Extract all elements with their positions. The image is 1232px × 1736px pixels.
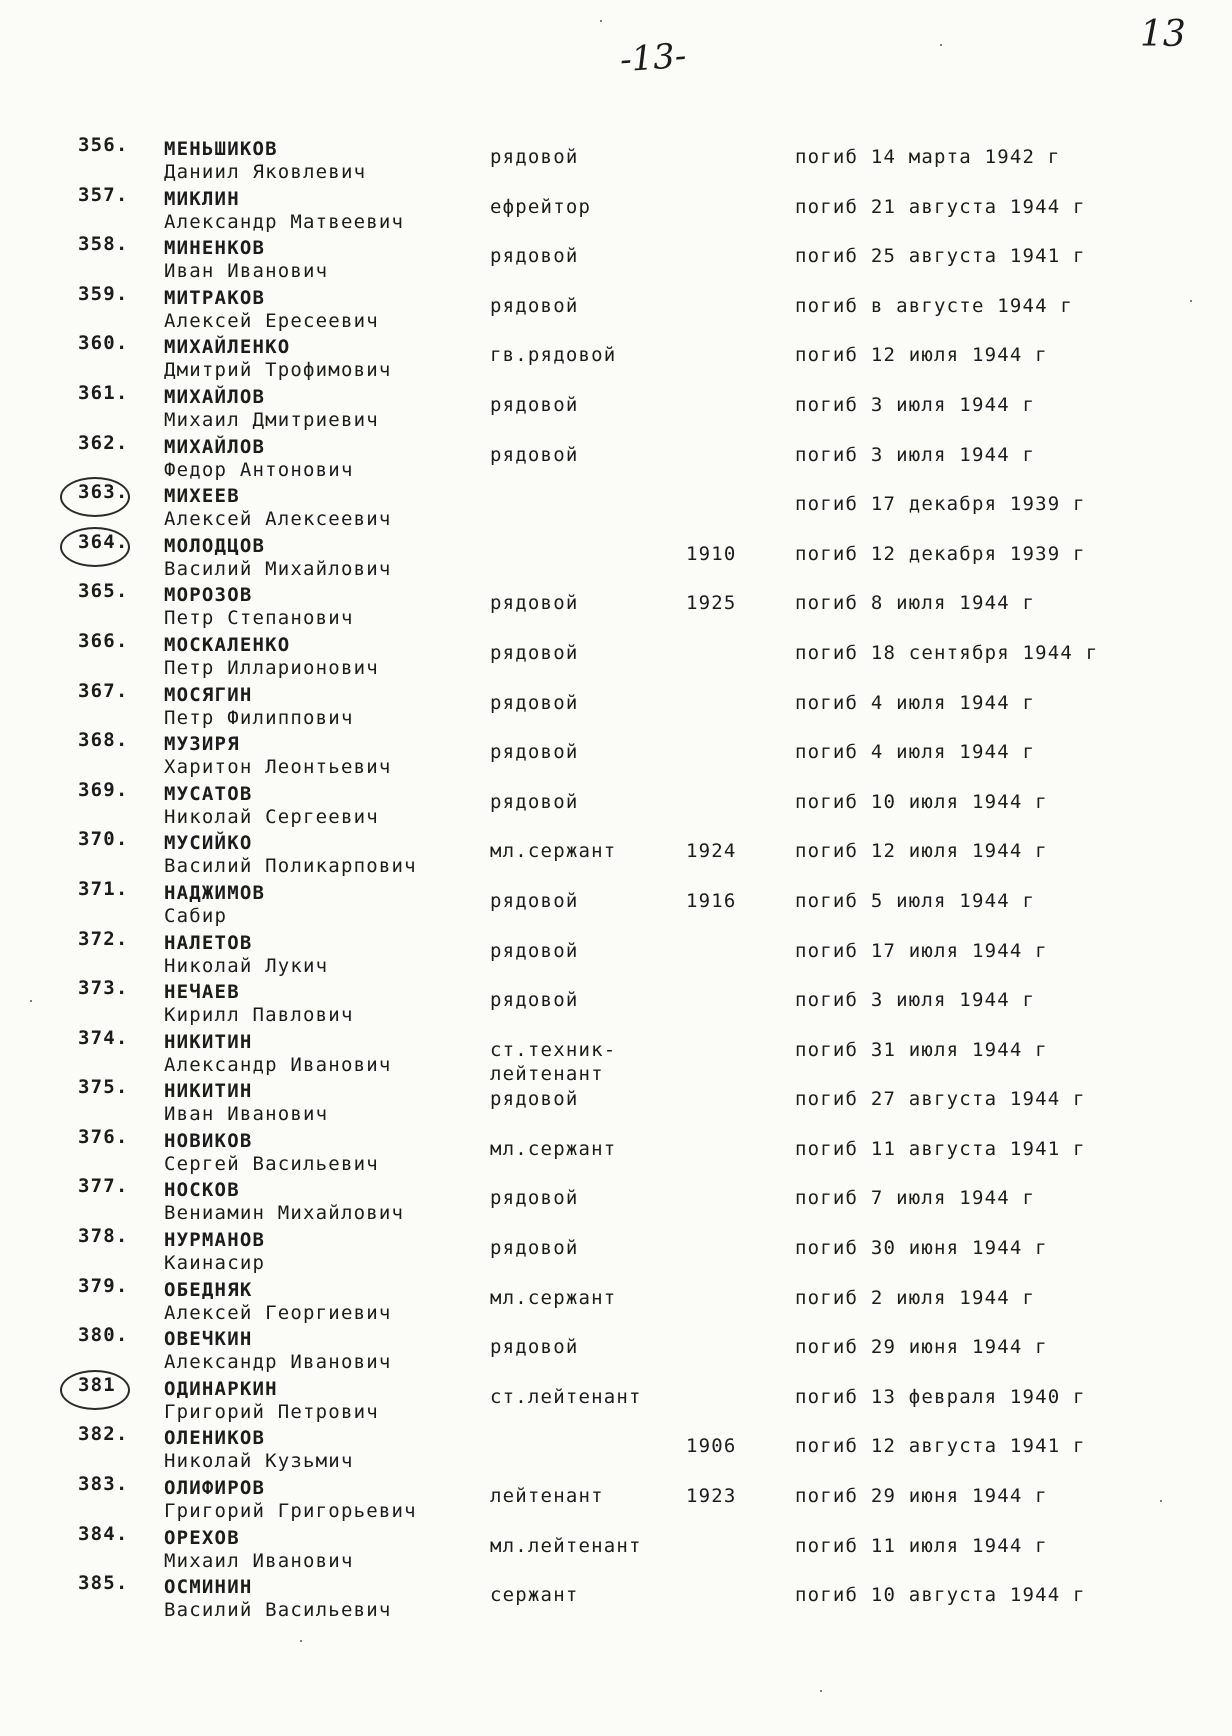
birth-year: 1910 xyxy=(686,542,737,565)
fate-date: погиб 3 июля 1944 г xyxy=(795,393,1036,416)
given-name: Дмитрий Трофимович xyxy=(164,359,392,382)
rank: лейтенант xyxy=(490,1485,604,1508)
rank: рядовой xyxy=(490,1088,579,1111)
fate-date: погиб 29 июня 1944 г xyxy=(795,1336,1048,1359)
surname: ОДИНАРКИН xyxy=(164,1377,278,1400)
given-name: Михаил Иванович xyxy=(164,1549,354,1572)
surname: МИХАЙЛОВ xyxy=(164,435,266,458)
list-item xyxy=(0,1423,1232,1473)
surname: НОСКОВ xyxy=(164,1179,240,1202)
surname: ОВЕЧКИН xyxy=(164,1328,253,1351)
surname: ОЛИФИРОВ xyxy=(164,1477,266,1500)
rank: мл.сержант xyxy=(490,1137,617,1160)
rank: ст.техник- xyxy=(490,1038,617,1061)
entry-number: 357. xyxy=(78,183,129,206)
given-name: Алексей Георгиевич xyxy=(164,1301,392,1324)
entry-number: 360. xyxy=(78,332,129,355)
list-item xyxy=(0,1026,1232,1085)
list-item xyxy=(0,1225,1232,1275)
scan-speck xyxy=(1160,1500,1162,1502)
surname: МИХЕЕВ xyxy=(164,485,240,508)
rank: рядовой xyxy=(490,245,579,268)
given-name: Петр Илларионович xyxy=(164,656,379,679)
list-item xyxy=(0,1175,1232,1225)
fate-date: погиб 30 июня 1944 г xyxy=(795,1237,1048,1260)
rank: рядовой xyxy=(490,146,579,168)
fate-date: погиб 3 июля 1944 г xyxy=(795,443,1036,466)
scan-speck xyxy=(820,1690,822,1692)
handwritten-circle xyxy=(60,527,130,567)
surname: НУРМАНОВ xyxy=(164,1229,266,1252)
given-name: Федор Антонович xyxy=(164,458,354,481)
list-item xyxy=(0,878,1232,928)
given-name: Василий Поликарпович xyxy=(164,855,417,878)
fate-date: погиб 3 июля 1944 г xyxy=(795,989,1036,1012)
rank: сержант xyxy=(490,1584,579,1607)
rank: рядовой xyxy=(490,1336,579,1359)
given-name: Алексей Алексеевич xyxy=(164,508,392,531)
list-item xyxy=(0,1572,1232,1622)
scan-speck xyxy=(600,20,602,22)
list-item xyxy=(0,680,1232,730)
fate-date: погиб 2 июля 1944 г xyxy=(795,1286,1036,1309)
entry-number: 362. xyxy=(78,431,129,454)
surname: НЕЧАЕВ xyxy=(164,981,240,1004)
fate-date: погиб 7 июля 1944 г xyxy=(795,1187,1036,1210)
given-name: Алексей Ересеевич xyxy=(164,309,379,332)
rank: ефрейтор xyxy=(490,195,592,218)
surname: МИТРАКОВ xyxy=(164,286,266,309)
surname: ОЛЕНИКОВ xyxy=(164,1427,266,1450)
handwritten-page-number: 13 xyxy=(1140,14,1186,55)
entry-number: 371. xyxy=(78,877,129,900)
list-item xyxy=(0,779,1232,829)
surname: МИНЕНКОВ xyxy=(164,237,266,260)
entry-number: 385. xyxy=(78,1572,129,1595)
surname: МИХАЙЛЕНКО xyxy=(164,336,291,359)
rank-continued: лейтенант xyxy=(490,1062,604,1085)
rank: ст.лейтенант xyxy=(490,1385,642,1408)
page-number: -13- xyxy=(618,35,688,81)
list-item xyxy=(0,332,1232,382)
list-item xyxy=(0,1374,1232,1424)
rank: рядовой xyxy=(490,294,579,317)
given-name: Михаил Дмитриевич xyxy=(164,408,379,431)
entry-number: 368. xyxy=(78,729,129,752)
scan-speck xyxy=(300,1640,302,1642)
fate-date: погиб 29 июня 1944 г xyxy=(795,1485,1048,1508)
handwritten-circle xyxy=(60,477,130,517)
fate-date: погиб 12 июля 1944 г xyxy=(795,344,1048,367)
list-item xyxy=(0,1523,1232,1573)
given-name: Петр Степанович xyxy=(164,607,354,630)
entry-number: 377. xyxy=(78,1175,129,1198)
rank: мл.сержант xyxy=(490,1286,617,1309)
surname: ОБЕДНЯК xyxy=(164,1278,253,1301)
fate-date: погиб 11 августа 1941 г xyxy=(795,1137,1086,1160)
given-name: Сабир xyxy=(164,904,228,927)
entry-number: 379. xyxy=(78,1274,129,1297)
given-name: Сергей Васильевич xyxy=(164,1152,379,1175)
entry-number: 372. xyxy=(78,927,129,950)
birth-year: 1916 xyxy=(686,889,737,912)
surname: МОЛОДЦОВ xyxy=(164,534,266,557)
list-item xyxy=(0,928,1232,978)
surname: МУСАТОВ xyxy=(164,782,253,805)
given-name: Александр Иванович xyxy=(164,1351,392,1374)
list-item xyxy=(0,1275,1232,1325)
given-name: Николай Лукич xyxy=(164,954,329,977)
entry-number: 358. xyxy=(78,233,129,256)
given-name: Даниил Яковлевич xyxy=(164,161,367,183)
list-item xyxy=(0,283,1232,333)
surname: МОСЯГИН xyxy=(164,683,253,706)
surname: НАЛЕТОВ xyxy=(164,931,253,954)
rank: мл.сержант xyxy=(490,840,617,863)
given-name: Николай Кузьмич xyxy=(164,1450,354,1473)
fate-date: погиб 12 июля 1944 г xyxy=(795,840,1048,863)
list-item xyxy=(0,481,1232,531)
entry-number: 375. xyxy=(78,1076,129,1099)
handwritten-circle xyxy=(60,1370,130,1410)
surname: ОСМИНИН xyxy=(164,1576,253,1599)
fate-date: погиб 17 июля 1944 г xyxy=(795,939,1048,962)
entry-number: 361. xyxy=(78,381,129,404)
given-name: Вениамин Михайлович xyxy=(164,1202,405,1225)
rank: рядовой xyxy=(490,592,579,615)
given-name: Александр Иванович xyxy=(164,1053,392,1076)
rank: рядовой xyxy=(490,889,579,912)
fate-date: погиб 17 декабря 1939 г xyxy=(795,493,1086,516)
given-name: Иван Иванович xyxy=(164,260,329,283)
records-list xyxy=(0,134,1232,1622)
surname: НОВИКОВ xyxy=(164,1129,253,1152)
entry-number: 365. xyxy=(78,580,129,603)
fate-date: погиб 25 августа 1941 г xyxy=(795,245,1086,268)
list-item xyxy=(0,432,1232,482)
given-name: Василий Михайлович xyxy=(164,557,392,580)
list-item xyxy=(0,1126,1232,1176)
given-name: Харитон Леонтьевич xyxy=(164,756,392,779)
list-item xyxy=(0,1473,1232,1523)
rank: рядовой xyxy=(490,641,579,664)
rank: рядовой xyxy=(490,741,579,764)
rank: рядовой xyxy=(490,1187,579,1210)
rank: рядовой xyxy=(490,939,579,962)
surname: МИХАЙЛОВ xyxy=(164,385,266,408)
birth-year: 1923 xyxy=(686,1485,737,1508)
given-name: Николай Сергеевич xyxy=(164,805,379,828)
birth-year: 1924 xyxy=(686,840,737,863)
entry-number: 381 xyxy=(78,1373,116,1396)
fate-date: погиб 21 августа 1944 г xyxy=(795,195,1086,218)
entry-number: 376. xyxy=(78,1125,129,1148)
fate-date: погиб 12 августа 1941 г xyxy=(795,1435,1086,1458)
surname: МОСКАЛЕНКО xyxy=(164,633,291,656)
given-name: Каинасир xyxy=(164,1252,266,1275)
entry-number: 384. xyxy=(78,1522,129,1545)
entry-number: 369. xyxy=(78,778,129,801)
list-item xyxy=(0,1076,1232,1126)
entry-number: 363. xyxy=(78,481,129,504)
scan-speck xyxy=(1190,300,1192,302)
rank: рядовой xyxy=(490,393,579,416)
fate-date: погиб 4 июля 1944 г xyxy=(795,691,1036,714)
given-name: Петр Филиппович xyxy=(164,706,354,729)
entry-number: 382. xyxy=(78,1423,129,1446)
entry-number: 373. xyxy=(78,977,129,1000)
fate-date: погиб 11 июля 1944 г xyxy=(795,1534,1048,1557)
given-name: Григорий Петрович xyxy=(164,1400,379,1423)
surname: МЕНЬШИКОВ xyxy=(164,138,278,160)
birth-year: 1906 xyxy=(686,1435,737,1458)
list-item xyxy=(0,382,1232,432)
rank: рядовой xyxy=(490,790,579,813)
surname: НАДЖИМОВ xyxy=(164,881,266,904)
entry-number: 383. xyxy=(78,1473,129,1496)
entry-number: 370. xyxy=(78,828,129,851)
fate-date: погиб в августе 1944 г xyxy=(795,294,1074,317)
rank: мл.лейтенант xyxy=(490,1534,642,1557)
fate-date: погиб 12 декабря 1939 г xyxy=(795,542,1086,565)
fate-date: погиб 13 февраля 1940 г xyxy=(795,1385,1086,1408)
entry-number: 378. xyxy=(78,1225,129,1248)
rank: рядовой xyxy=(490,443,579,466)
fate-date: погиб 27 августа 1944 г xyxy=(795,1088,1086,1111)
entry-number: 359. xyxy=(78,282,129,305)
rank: рядовой xyxy=(490,691,579,714)
given-name: Василий Васильевич xyxy=(164,1599,392,1622)
given-name: Иван Иванович xyxy=(164,1103,329,1126)
list-item xyxy=(0,729,1232,779)
entry-number: 364. xyxy=(78,530,129,553)
surname: МОРОЗОВ xyxy=(164,584,253,607)
surname: МУСИЙКО xyxy=(164,832,253,855)
fate-date: погиб 18 сентября 1944 г xyxy=(795,641,1099,664)
list-item xyxy=(0,531,1232,581)
scan-speck xyxy=(30,1000,32,1002)
birth-year: 1925 xyxy=(686,592,737,615)
entry-number: 380. xyxy=(78,1324,129,1347)
fate-date: погиб 10 августа 1944 г xyxy=(795,1584,1086,1607)
fate-date: погиб 31 июля 1944 г xyxy=(795,1038,1048,1061)
given-name: Кирилл Павлович xyxy=(164,1004,354,1027)
entry-number: 367. xyxy=(78,679,129,702)
list-item xyxy=(0,1324,1232,1374)
list-item xyxy=(0,828,1232,878)
surname: НИКИТИН xyxy=(164,1030,253,1053)
rank: гв.рядовой xyxy=(490,344,617,367)
fate-date: погиб 14 марта 1942 г xyxy=(795,146,1061,168)
entry-number: 356. xyxy=(78,134,129,156)
surname: МУЗИРЯ xyxy=(164,733,240,756)
given-name: Александр Матвеевич xyxy=(164,210,405,233)
surname: ОРЕХОВ xyxy=(164,1526,240,1549)
entry-number: 374. xyxy=(78,1026,129,1049)
list-item xyxy=(0,580,1232,630)
list-item xyxy=(0,184,1232,234)
fate-date: погиб 5 июля 1944 г xyxy=(795,889,1036,912)
list-item xyxy=(0,630,1232,680)
surname: МИКЛИН xyxy=(164,187,240,210)
list-item xyxy=(0,134,1232,184)
fate-date: погиб 10 июля 1944 г xyxy=(795,790,1048,813)
rank: рядовой xyxy=(490,1237,579,1260)
list-item xyxy=(0,233,1232,283)
list-item xyxy=(0,977,1232,1027)
rank: рядовой xyxy=(490,989,579,1012)
fate-date: погиб 8 июля 1944 г xyxy=(795,592,1036,615)
entry-number: 366. xyxy=(78,629,129,652)
given-name: Григорий Григорьевич xyxy=(164,1500,417,1523)
fate-date: погиб 4 июля 1944 г xyxy=(795,741,1036,764)
scan-speck xyxy=(940,44,942,46)
surname: НИКИТИН xyxy=(164,1080,253,1103)
